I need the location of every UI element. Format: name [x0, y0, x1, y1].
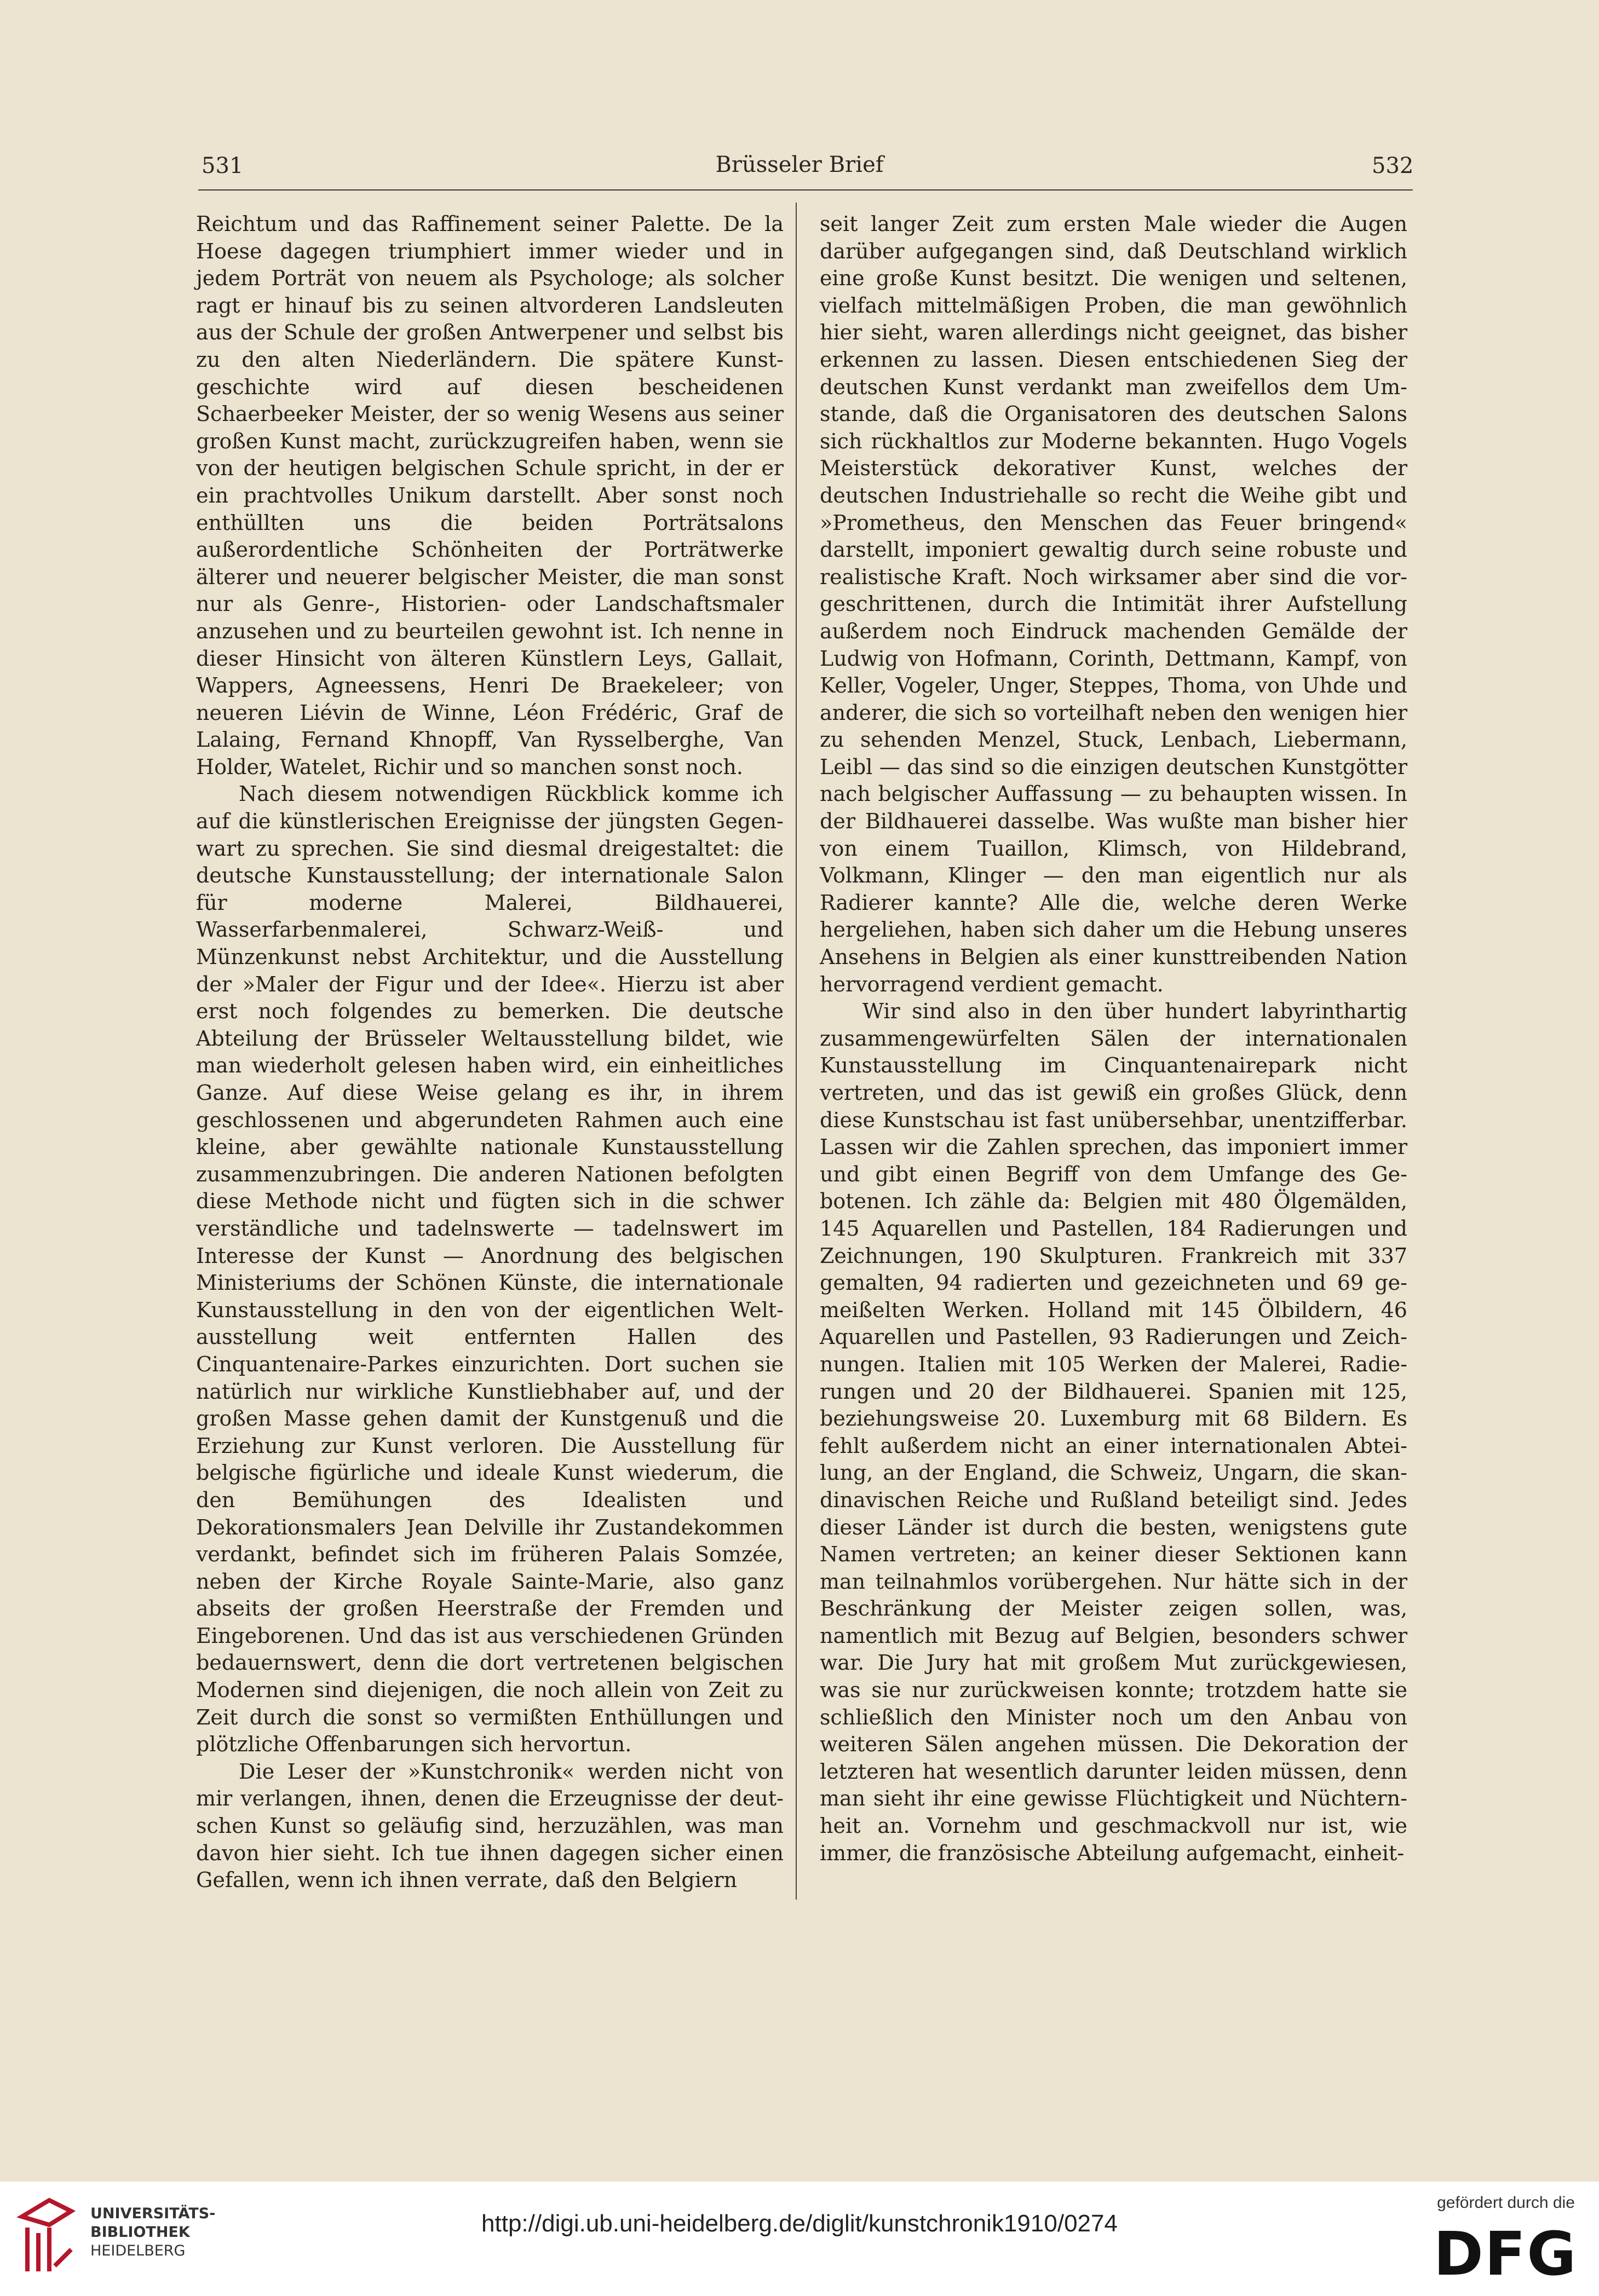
right-column — [820, 211, 1407, 1867]
paragraph: seit langer Zeit zum ersten Male wieder die Augen darüber aufgegangen sind, daß Deutschland wirklich eine große Kunst besitzt. Die wenigen und seltenen, vielfach mittelmäßigen Proben, die man gewöhnlich hier sieht, waren allerdings nicht geeignet, das bisher erkennen zu lassen. Diesen entschiedenen Sieg der deutschen Kunst verdankt man zweifellos dem Umstande, daß die Organisatoren des deutschen Salons sich rückhaltlos zur Moderne bekannten. Hugo Vogels Meisterstück dekorativer Kunst, welches der deutschen Industriehalle so recht die Weihe gibt und »Prometheus, den Menschen das Feuer bringend« darstellt, imponiert gewaltig durch seine robuste und realistische Kraft. Noch wirksamer aber sind die vorgeschrittenen, durch die Intimität ihrer Aufstellung außerdem noch Eindruck machenden Gemälde der Ludwig von Hofmann, Corinth, Dettmann, Kampf, von Keller, Vogeler, Unger, Steppes, Thoma, von Uhde und anderer, die sich so vorteilhaft neben den wenigen hier zu sehenden Menzel, Stuck, Lenbach, Liebermann, Leibl — das sind so die einzigen deutschen Kunstgötter nach belgischer Auffassung — zu behaupten wissen. In der Bildhauerei dasselbe. Was wußte man bisher hier von einem Tuaillon, Klimsch, von Hildebrand, Volkmann, Klinger — den man eigentlich nur als Radierer kannte? Alle die, welche deren Werke hergeliehen, haben sich daher um die Hebung unseres Ansehens in Belgien als einer kunsttreibenden Nation hervorragend verdient gemacht. — [820, 212, 1407, 996]
left-column — [196, 211, 784, 1894]
paragraph: Wir sind also in den über hundert labyrinthartig zusammengewürfelten Sälen der internationalen Kunstausstellung im Cinquantenairepark nicht vertreten, und das ist gewiß ein großes Glück, denn diese Kunstschau ist fast unübersehbar, unentzifferbar. Lassen wir die Zahlen sprechen, das imponiert immer und gibt einen Begriff von dem Umfange des Gebotenen. Ich zähle da: Belgien mit 480 Ölgemälden, 145 Aquarellen und Pastellen, 184 Radierungen und Zeichnungen, 190 Skulpturen. Frankreich mit 337 gemalten, 94 radierten und gezeichneten und 69 gemeißelten Werken. Holland mit 145 Ölbildern, 46 Aquarellen und Pastellen, 93 Radierungen und Zeichnungen. Italien mit 105 Werken der Malerei, Radierungen und 20 der Bildhauerei. Spanien mit 125, beziehungsweise 20. Luxemburg mit 68 Bildern. Es fehlt außerdem nicht an einer internationalen Abteilung, an der England, die Schweiz, Ungarn, die skandinavischen Reiche und Rußland beteiligt sind. Jedes dieser Länder ist durch die besten, wenigstens gute Namen vertreten; an keiner dieser Sektionen kann man teilnahmlos vorübergehen. Nur hätte sich in der Beschränkung der Meister zeigen sollen, was, namentlich mit Bezug auf Belgien, besonders schwer war. Die Jury hat mit großem Mut zurückgewiesen, was sie nur zurückweisen konnte; trotzdem hatte sie schließlich den Minister noch um den Anbau von weiteren Sälen angehen müssen. Die Dekoration der letzteren hat wesentlich darunter leiden müssen, denn man sieht ihr eine gewisse Flüchtigkeit und Nüchternheit an. Vornehm und geschmackvoll nur ist, wie immer, die französische Abteilung aufgemacht, einheit- — [820, 999, 1407, 1865]
running-title: Brüsseler Brief — [715, 152, 884, 177]
page-number-left: 531 — [202, 153, 244, 178]
library-name-line: HEIDELBERG — [90, 2242, 186, 2259]
paragraph: Nach diesem notwendigen Rückblick komme ich auf die künstlerischen Ereignisse der jüngsten Gegenwart zu sprechen. Sie sind diesmal dreigestaltet: die deutsche Kunstausstellung; der internationale Salon für moderne Malerei, Bildhauerei, Wasserfarbenmalerei, Schwarz-Weiß- und Münzenkunst nebst Architektur, und die Ausstellung der »Maler der Figur und der Idee«. Hierzu ist aber erst noch folgendes zu bemerken. Die deutsche Abteilung der Brüsseler Weltausstellung bildet, wie man wiederholt gelesen haben wird, ein einheitliches Ganze. Auf diese Weise gelang es ihr, in ihrem geschlossenen und abgerundeten Rahmen auch eine kleine, aber gewählte nationale Kunstausstellung zusammenzubringen. Die anderen Nationen befolgten diese Methode nicht und fügten sich in die schwer verständliche und tadelnswerte — tadelnswert im Interesse der Kunst — Anordnung des belgischen Ministeriums der Schönen Künste, die internationale Kunstausstellung in den von der eigentlichen Weltausstellung weit entfernten Hallen des Cinquantenaire-Parkes einzurichten. Dort suchen sie natürlich nur wirkliche Kunstliebhaber auf, und der großen Masse gehen damit der Kunstgenuß und die Erziehung zur Kunst verloren. Die Ausstellung für belgische figürliche und ideale Kunst wiederum, die den Bemühungen des Idealisten und Dekorationsmalers Jean Delville ihr Zustandekommen verdankt, befindet sich im früheren Palais Somzée, neben der Kirche Royale Sainte-Marie, also ganz abseits der großen Heerstraße der Fremden und Eingeborenen. Und das ist aus verschiedenen Gründen bedauernswert, denn die dort vertretenen belgischen Modernen sind diejenigen, die noch allein von Zeit zu Zeit durch die sonst so vermißten Enthüllungen und plötzliche Offenbarungen sich hervortun. — [196, 782, 784, 1757]
paragraph: Reichtum und das Raffinement seiner Palette. De la Hoese dagegen triumphiert immer wieder und in jedem Porträt von neuem als Psychologe; als solcher ragt er hinauf bis zu seinen altvorderen Landsleuten aus der Schule der großen Antwerpener und selbst bis zu den alten Niederländern. Die spätere Kunstgeschichte wird auf diesen bescheidenen Schaerbeeker Meister, der so wenig Wesens aus seiner großen Kunst macht, zurückzugreifen haben, wenn sie von der heutigen belgischen Schule spricht, in der er ein prachtvolles Unikum darstellt. Aber sonst noch enthüllten uns die beiden Porträtsalons außerordentliche Schönheiten der Porträtwerke älterer und neuerer belgischer Meister, die man sonst nur als Genre-, Historien- oder Landschaftsmaler anzusehen und zu beurteilen gewohnt ist. Ich nenne in dieser Hinsicht von älteren Künstlern Leys, Gallait, Wappers, Agneessens, Henri De Braekeleer; von neueren Liévin de Winne, Léon Frédéric, Graf de Lalaing, Fernand Khnopff, Van Rysselberghe, Van Holder, Watelet, Richir und so manchen sonst noch. — [196, 212, 784, 779]
permalink-url[interactable]: http://digi.ub.uni-heidelberg.de/diglit/kunstchronik1910/0274 — [481, 2210, 1118, 2237]
dfg-logo: DFG — [1433, 2219, 1578, 2289]
header-rule — [198, 189, 1413, 191]
library-name-line: UNIVERSITÄTS- — [90, 2205, 216, 2222]
paragraph: Die Leser der »Kunstchronik« werden nicht von mir verlangen, ihnen, denen die Erzeugnisse der deutschen Kunst so geläufig sind, herzuzählen, was man davon hier sieht. Ich tue ihnen dagegen sicher einen Gefallen, wenn ich ihnen verrate, daß den Belgiern — [196, 1759, 784, 1893]
page-number-right: 532 — [1372, 153, 1414, 178]
funder-caption: gefördert durch die — [1437, 2194, 1575, 2212]
column-divider — [796, 203, 797, 1900]
footer-bar — [0, 2182, 1599, 2296]
library-name-line: BIBLIOTHEK — [90, 2224, 190, 2241]
